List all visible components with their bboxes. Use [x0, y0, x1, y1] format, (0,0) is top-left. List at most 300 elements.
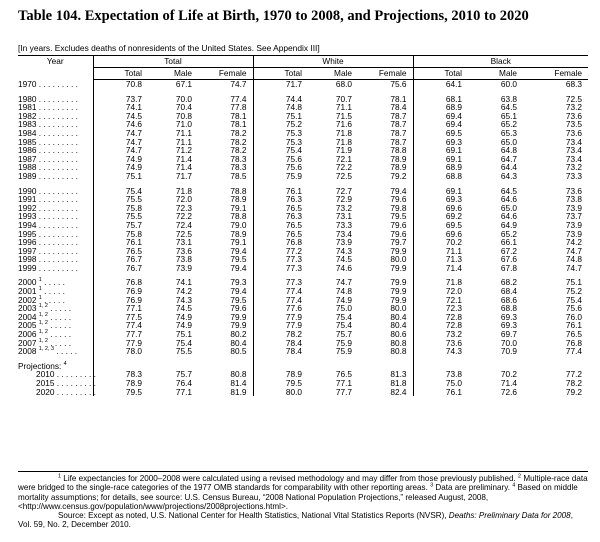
value-cell: 77.8 — [198, 103, 253, 112]
value-cell: 78.1 — [198, 120, 253, 129]
year-label: 1983 . . . . . . . . . — [18, 119, 78, 130]
footnote-marker: 1, 2 — [38, 303, 48, 310]
value-cell: 72.6 — [500, 386, 518, 397]
footnote-marker: 1 — [58, 473, 62, 480]
value-cell: 72.3 — [175, 202, 192, 213]
value-cell: 79.2 — [565, 386, 583, 397]
value-cell: 74.8 — [285, 102, 303, 113]
value-cell: 68.3 — [565, 79, 583, 89]
value-cell: 75.8 — [125, 228, 142, 239]
value-cell: 70.2 — [500, 369, 518, 380]
value-cell: 68.8 — [445, 170, 463, 181]
value-cell: 74.9 — [125, 153, 142, 164]
value-cell: 79.4 — [198, 247, 253, 256]
value-cell: 67.2 — [500, 245, 518, 256]
value-cell: 73.7 — [565, 211, 583, 222]
value-cell: 74.3 — [175, 294, 192, 305]
footnotes — [18, 474, 588, 511]
value-cell: 75.0 — [445, 378, 463, 388]
value-cell: 75.6 — [285, 153, 303, 164]
year-label: 1994 . . . . . . . . . — [18, 219, 78, 230]
value-cell: 71.1 — [175, 127, 192, 138]
value-cell: 78.9 — [358, 155, 413, 164]
value-cell: 64.5 — [500, 102, 518, 113]
footnote-marker: 3 — [430, 482, 434, 489]
value-cell: 70.7 — [335, 93, 353, 104]
year-cell: 2003 $^{1, 2}$ . . . . . — [18, 304, 93, 313]
value-cell: 66.1 — [500, 237, 518, 248]
value-cell: 68.9 — [445, 162, 463, 173]
value-cell: 76.8 — [125, 277, 142, 288]
value-cell: 75.0 — [335, 303, 353, 314]
value-cell: 73.9 — [335, 237, 353, 248]
value-cell: 72.7 — [335, 185, 353, 196]
value-cell: 71.1 — [175, 136, 192, 147]
value-cell: 74.5 — [335, 254, 353, 265]
value-cell: 68.6 — [500, 294, 518, 305]
value-cell: 76.5 — [285, 202, 303, 213]
value-cell: 75.4 — [335, 311, 353, 322]
col-header-total: Total — [413, 68, 468, 80]
value-cell: 71.7 — [175, 170, 192, 181]
projections-label: Projections: $^4$ — [18, 362, 93, 371]
value-cell: 76.8 — [285, 237, 303, 248]
value-cell: 75.4 — [285, 145, 303, 156]
value-cell: 67.6 — [500, 254, 518, 265]
value-cell: 79.4 — [358, 187, 413, 196]
table-row — [18, 347, 588, 356]
footnote-marker: 1, 2 — [38, 337, 48, 344]
value-cell: 77.4 — [198, 95, 253, 104]
value-cell: 78.9 — [285, 369, 303, 380]
value-cell: 78.1 — [198, 112, 253, 121]
value-cell: 72.0 — [445, 286, 463, 297]
value-cell: 65.1 — [500, 110, 518, 121]
value-cell: 73.7 — [125, 93, 142, 104]
year-label: 1982 . . . . . . . . . — [18, 110, 78, 121]
footnote-text: Life expectancies for 2000–2008 were calculated using a revised methodology and may differ from those previously published. — [61, 474, 519, 483]
year-cell — [18, 172, 93, 181]
value-cell: 70.8 — [125, 79, 142, 89]
year-cell: 2008 $^{1, 2, 3}$ . . . . . — [18, 347, 93, 356]
value-cell: 71.6 — [335, 119, 353, 130]
value-cell: 74.6 — [335, 262, 353, 273]
value-cell: 64.6 — [500, 194, 518, 205]
value-cell: 74.3 — [335, 245, 353, 256]
value-cell: 65.2 — [500, 119, 518, 130]
year-cell: 2001 $^1$ . . . . . — [18, 287, 93, 296]
value-cell: 76.5 — [125, 245, 142, 256]
value-cell: 79.9 — [358, 264, 413, 273]
value-cell: 74.1 — [175, 277, 192, 288]
value-cell: 71.5 — [335, 110, 353, 121]
value-cell: 78.3 — [198, 163, 253, 172]
value-cell: 74.7 — [565, 245, 583, 256]
value-cell: 78.7 — [358, 112, 413, 121]
value-cell: 80.5 — [198, 347, 253, 356]
table-body — [18, 80, 588, 397]
value-cell: 69.3 — [500, 311, 518, 322]
value-cell: 71.8 — [335, 136, 353, 147]
value-cell: 69.1 — [445, 145, 463, 156]
value-cell: 77.9 — [125, 337, 142, 348]
value-cell: 73.4 — [335, 228, 353, 239]
year-cell — [18, 386, 96, 397]
value-cell: 64.9 — [500, 219, 518, 230]
value-cell: 79.5 — [198, 296, 253, 305]
value-cell: 74.1 — [125, 102, 142, 113]
value-cell: 77.2 — [565, 369, 583, 380]
value-cell: 75.1 — [565, 277, 583, 288]
value-cell: 75.3 — [285, 136, 303, 147]
value-cell: 79.2 — [358, 172, 413, 181]
group-header-black: Black — [413, 56, 588, 68]
value-cell: 75.5 — [125, 194, 142, 205]
value-cell: 78.4 — [285, 337, 303, 348]
value-cell: 79.3 — [198, 278, 253, 287]
value-cell: 75.2 — [565, 286, 583, 297]
value-cell: 74.7 — [198, 80, 253, 89]
value-cell: 71.9 — [335, 145, 353, 156]
value-cell: 74.5 — [175, 303, 192, 314]
value-cell: 79.6 — [358, 230, 413, 239]
value-cell: 80.8 — [198, 370, 253, 379]
year-label: 2003 — [18, 303, 39, 314]
footnote-marker: 1 — [38, 286, 42, 293]
value-cell: 73.8 — [565, 194, 583, 205]
value-cell: 67.1 — [175, 79, 192, 89]
year-label: 1990 . . . . . . . . . — [18, 185, 78, 196]
value-cell: 72.5 — [335, 170, 353, 181]
value-cell: 77.2 — [285, 245, 303, 256]
value-cell: 75.2 — [285, 119, 303, 130]
value-cell: 68.8 — [500, 303, 518, 314]
value-cell: 75.9 — [335, 346, 353, 357]
value-cell: 73.8 — [175, 254, 192, 265]
year-label: 1985 . . . . . . . . . — [18, 136, 78, 147]
value-cell: 81.3 — [358, 370, 413, 379]
value-cell: 73.6 — [565, 127, 583, 138]
year-label: 1993 . . . . . . . . . — [18, 211, 78, 222]
col-header-female: Female — [358, 68, 413, 80]
value-cell: 73.8 — [445, 369, 463, 380]
value-cell: 67.8 — [500, 262, 518, 273]
value-cell: 73.6 — [565, 185, 583, 196]
value-cell: 78.2 — [285, 329, 303, 340]
year-label: 2007 — [18, 337, 39, 348]
value-cell: 69.6 — [445, 202, 463, 213]
value-cell: 71.4 — [175, 162, 192, 173]
value-cell: 75.1 — [175, 329, 192, 340]
value-cell: 72.1 — [335, 153, 353, 164]
value-cell: 79.9 — [358, 278, 413, 287]
value-cell: 76.3 — [285, 211, 303, 222]
value-cell: 79.5 — [125, 386, 142, 397]
value-cell: 74.7 — [565, 262, 583, 273]
value-cell: 77.9 — [285, 311, 303, 322]
value-cell: 75.3 — [285, 127, 303, 138]
value-cell: 78.9 — [125, 378, 142, 388]
value-cell: 73.9 — [175, 262, 192, 273]
value-cell: 73.3 — [335, 219, 353, 230]
value-cell: 72.1 — [445, 294, 463, 305]
value-cell: 74.7 — [335, 277, 353, 288]
value-cell: 71.0 — [175, 119, 192, 130]
value-cell: 75.7 — [125, 219, 142, 230]
value-cell: 78.8 — [358, 146, 413, 155]
year-label: 2010 . . . . . . . . . — [36, 369, 96, 380]
value-cell: 76.5 — [565, 329, 583, 340]
year-label: 1999 . . . . . . . . . — [18, 262, 78, 273]
value-cell: 64.6 — [500, 211, 518, 222]
value-cell: 64.1 — [445, 79, 463, 89]
value-cell: 75.7 — [175, 369, 192, 380]
group-header-white: White — [253, 56, 413, 68]
footnote-marker: 1 — [38, 277, 42, 284]
value-cell: 76.8 — [565, 337, 583, 348]
footnote-marker: 1 — [38, 294, 42, 301]
source-note — [18, 511, 588, 530]
year-cell — [18, 80, 93, 89]
value-cell: 75.6 — [285, 162, 303, 173]
col-header-male: Male — [308, 68, 358, 80]
value-cell: 74.6 — [125, 119, 142, 130]
value-cell: 71.3 — [445, 254, 463, 265]
value-cell: 64.7 — [500, 153, 518, 164]
value-cell: 80.0 — [358, 304, 413, 313]
value-cell: 76.1 — [445, 386, 463, 397]
value-cell: 73.4 — [565, 136, 583, 147]
year-label: 1995 . . . . . . . . . — [18, 228, 78, 239]
year-cell: 2007 $^{1, 2}$ . . . . . — [18, 339, 93, 348]
value-cell: 77.1 — [125, 303, 142, 314]
value-cell: 73.2 — [445, 329, 463, 340]
value-cell: 74.2 — [565, 237, 583, 248]
value-cell: 69.4 — [445, 119, 463, 130]
value-cell: 79.4 — [198, 287, 253, 296]
year-label: 2005 — [18, 320, 39, 331]
value-cell: 74.9 — [175, 311, 192, 322]
value-cell: 64.8 — [500, 145, 518, 156]
value-cell: 77.7 — [335, 386, 353, 397]
value-cell: 70.4 — [175, 102, 192, 113]
value-cell: 75.5 — [125, 211, 142, 222]
value-cell: 79.7 — [358, 238, 413, 247]
value-cell: 73.4 — [565, 145, 583, 156]
source-text: Source: Except as noted, U.S. National Center for Health Statistics, National Vital Statistics Reports (NVSR), — [58, 511, 449, 520]
value-cell: 73.3 — [565, 170, 583, 181]
value-cell: 81.8 — [358, 379, 413, 388]
value-cell: 75.9 — [335, 337, 353, 348]
value-cell: 71.4 — [175, 153, 192, 164]
value-cell: 78.3 — [198, 155, 253, 164]
value-cell: 76.9 — [125, 294, 142, 305]
table-row — [18, 172, 588, 181]
value-cell: 77.1 — [335, 378, 353, 388]
value-cell: 78.4 — [358, 103, 413, 112]
value-cell: 71.7 — [285, 79, 303, 89]
value-cell: 72.0 — [175, 194, 192, 205]
source-title: Deaths: Preliminary Data for 2008 — [448, 511, 571, 520]
footnote-marker: 1, 2 — [38, 312, 48, 319]
value-cell: 79.5 — [198, 255, 253, 264]
value-cell: 80.6 — [358, 330, 413, 339]
value-cell: 78.3 — [125, 369, 142, 380]
value-cell: 78.8 — [198, 212, 253, 221]
value-cell: 69.3 — [445, 136, 463, 147]
value-cell: 81.9 — [198, 388, 253, 397]
year-cell: 2000 $^1$ . . . . . — [18, 278, 93, 287]
value-cell: 76.5 — [285, 219, 303, 230]
value-cell: 78.5 — [198, 172, 253, 181]
value-cell: 74.8 — [335, 286, 353, 297]
year-label: 2002 — [18, 294, 39, 305]
value-cell: 82.4 — [358, 388, 413, 397]
value-cell: 60.0 — [500, 79, 518, 89]
col-header-female: Female — [198, 68, 253, 80]
value-cell: 72.8 — [445, 320, 463, 331]
year-label: 1989 . . . . . . . . . — [18, 170, 78, 181]
value-cell: 74.7 — [125, 145, 142, 156]
value-cell: 79.6 — [358, 195, 413, 204]
table-row — [18, 264, 588, 273]
value-cell: 70.9 — [500, 346, 518, 357]
table-subtitle: [In years. Excludes deaths of nonresidents of the United States. See Appendix III] — [18, 43, 320, 53]
value-cell: 73.6 — [565, 110, 583, 121]
value-cell: 77.4 — [125, 320, 142, 331]
year-label: 1980 . . . . . . . . . — [18, 93, 78, 104]
value-cell: 80.8 — [358, 339, 413, 348]
life-expectancy-table — [18, 55, 588, 396]
value-cell: 64.3 — [500, 170, 518, 181]
value-cell: 73.6 — [445, 337, 463, 348]
value-cell: 74.4 — [285, 93, 303, 104]
value-cell: 69.2 — [445, 211, 463, 222]
value-cell: 76.1 — [285, 185, 303, 196]
value-cell: 78.2 — [198, 129, 253, 138]
footnote-marker: 4 — [63, 361, 67, 368]
year-label: 1987 . . . . . . . . . — [18, 153, 78, 164]
year-label: 1986 . . . . . . . . . — [18, 145, 78, 156]
value-cell: 68.0 — [335, 79, 353, 89]
value-cell: 65.0 — [500, 202, 518, 213]
value-cell: 76.4 — [175, 378, 192, 388]
value-cell: 74.7 — [125, 127, 142, 138]
year-label: 1981 . . . . . . . . . — [18, 102, 78, 113]
value-cell: 79.9 — [358, 247, 413, 256]
value-cell: 71.1 — [335, 102, 353, 113]
value-cell: 74.7 — [125, 136, 142, 147]
value-cell: 74.5 — [125, 110, 142, 121]
value-cell: 75.4 — [125, 185, 142, 196]
footnote-marker: 1, 2 — [38, 329, 48, 336]
table-bottom-rule — [18, 471, 588, 472]
value-cell: 74.3 — [445, 346, 463, 357]
year-label: 1992 . . . . . . . . . — [18, 202, 78, 213]
value-cell: 76.5 — [335, 369, 353, 380]
value-cell: 75.5 — [175, 346, 192, 357]
value-cell: 72.4 — [175, 219, 192, 230]
value-cell: 69.3 — [500, 320, 518, 331]
value-cell: 77.3 — [285, 277, 303, 288]
value-cell: 77.4 — [285, 286, 303, 297]
value-cell: 77.9 — [285, 320, 303, 331]
value-cell: 75.1 — [125, 170, 142, 181]
value-cell: 70.0 — [500, 337, 518, 348]
value-cell: 71.4 — [500, 378, 518, 388]
value-cell: 77.1 — [175, 386, 192, 397]
value-cell: 73.6 — [175, 245, 192, 256]
year-label: 1984 . . . . . . . . . — [18, 127, 78, 138]
footnote-text: Data are preliminary. — [433, 483, 513, 493]
value-cell: 79.6 — [198, 304, 253, 313]
value-cell: 78.7 — [358, 138, 413, 147]
value-cell: 79.4 — [198, 264, 253, 273]
value-cell: 74.9 — [335, 294, 353, 305]
value-cell: 79.1 — [198, 238, 253, 247]
value-cell: 73.4 — [565, 153, 583, 164]
value-cell: 78.7 — [358, 129, 413, 138]
year-label: 2004 — [18, 311, 39, 322]
year-label: 1970 . . . . . . . . . — [18, 78, 78, 89]
value-cell: 72.9 — [335, 194, 353, 205]
value-cell: 65.2 — [500, 228, 518, 239]
value-cell: 69.3 — [445, 194, 463, 205]
group-header-total: Total — [93, 56, 253, 68]
value-cell: 79.6 — [358, 221, 413, 230]
value-cell: 75.6 — [565, 303, 583, 314]
value-cell: 77.5 — [125, 311, 142, 322]
value-cell: 79.0 — [198, 221, 253, 230]
value-cell: 73.9 — [565, 202, 583, 213]
value-cell: 69.6 — [445, 228, 463, 239]
year-label: 1997 . . . . . . . . . — [18, 245, 78, 256]
value-cell: 77.7 — [125, 329, 142, 340]
value-cell: 75.1 — [285, 110, 303, 121]
value-cell: 70.0 — [175, 93, 192, 104]
source-text: , Vol. 59, No. 2, December 2010. — [18, 511, 573, 530]
value-cell: 77.4 — [285, 294, 303, 305]
value-cell: 73.9 — [565, 228, 583, 239]
table-row — [18, 388, 588, 397]
value-cell: 78.9 — [198, 230, 253, 239]
value-cell: 76.3 — [285, 194, 303, 205]
year-label: 2015 . . . . . . . . . — [36, 378, 96, 388]
value-cell: 72.3 — [445, 303, 463, 314]
year-label: 1996 . . . . . . . . . — [18, 237, 78, 248]
col-header-male: Male — [468, 68, 523, 80]
year-label: 1991 . . . . . . . . . — [18, 194, 78, 205]
value-cell: 72.5 — [565, 93, 583, 104]
year-label: 2006 — [18, 329, 39, 340]
value-cell: 78.9 — [198, 195, 253, 204]
value-cell: 69.1 — [445, 185, 463, 196]
year-cell: 2004 $^{1, 2}$ . . . . . — [18, 313, 93, 322]
year-cell — [18, 264, 93, 273]
value-cell: 77.3 — [285, 262, 303, 273]
value-cell: 75.4 — [565, 294, 583, 305]
value-cell: 65.3 — [500, 127, 518, 138]
year-label: 1988 . . . . . . . . . — [18, 162, 78, 173]
value-cell: 71.8 — [335, 127, 353, 138]
value-cell: 73.9 — [565, 219, 583, 230]
value-cell: 79.9 — [198, 313, 253, 322]
year-header: Year — [18, 56, 93, 80]
value-cell: 76.1 — [565, 320, 583, 331]
value-cell: 79.9 — [198, 321, 253, 330]
value-cell: 68.4 — [500, 286, 518, 297]
value-cell: 79.9 — [358, 287, 413, 296]
